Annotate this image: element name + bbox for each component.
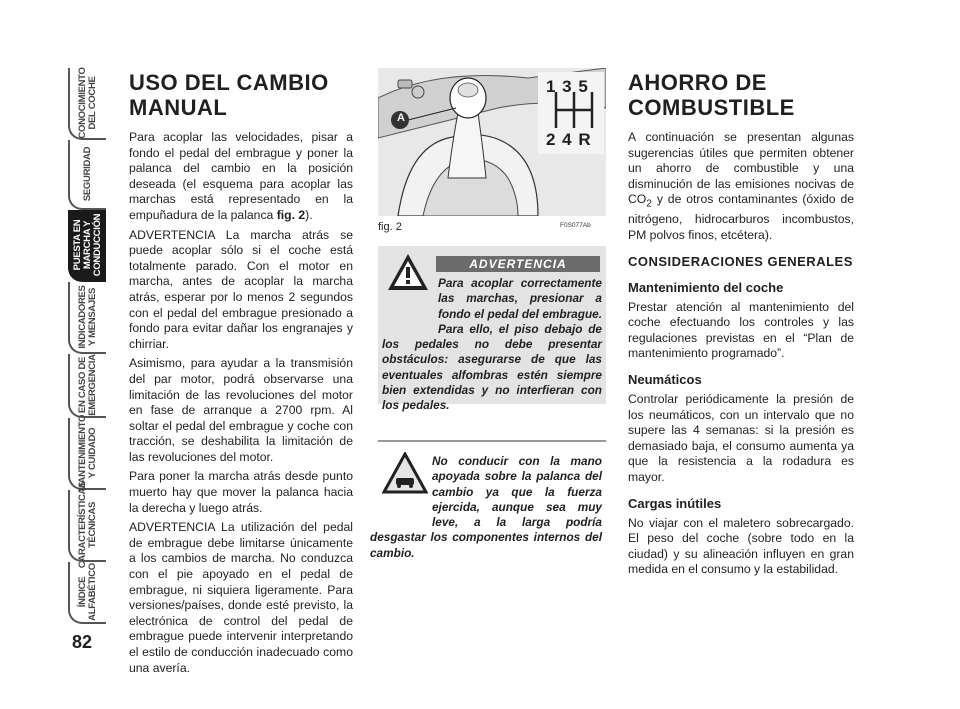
tab-mantenimiento-y-cuidado[interactable] — [68, 414, 106, 492]
section-title: USO DEL CAMBIO MANUAL — [129, 70, 329, 120]
tab-label: EN CASO DE EMERGENCIA — [77, 354, 98, 416]
gearshift-figure — [378, 68, 606, 216]
gear-pattern-bottom: 2 4 R — [546, 130, 592, 149]
figure-reference: fig. 2 — [276, 207, 306, 222]
paragraph: No viajar con el maletero sobrecargado. El peso del coche (sobre todo en la ciudad) y su alineación influyen en gran medida en el consumo y la estabilidad. — [628, 515, 854, 577]
tab-label: SEGURIDAD — [82, 146, 93, 202]
topic-heading: Neumáticos — [628, 371, 702, 387]
icon-spacer — [370, 454, 432, 516]
tab-caracteristicas-tecnicas[interactable] — [68, 481, 106, 569]
paragraph-text: y de otros contaminantes (óxido de nitrógeno, hidrocarburos incombustos, PM polvos finos, etcétera). — [628, 192, 854, 242]
topic-heading: Mantenimiento del coche — [628, 279, 784, 295]
paragraph-text: Para acoplar las velocidades, pisar a fondo el pedal del embrague y poner la palanca del cambio en la posición deseada (el esquema para acoplar las marchas está representado en la empuñadura de la palanca — [129, 130, 353, 222]
paragraph: ADVERTENCIA La utilización del pedal de embrague debe limitarse únicamente a los cambios de marcha. No conduzca con el pie apoyado en el pedal de embrague, ni siquiera ligeramente. Para versiones/países, donde esté previsto, la electrónica de control del pedal de embrague puede intervenir interpretando el estilo de conducción inadecuado como una avería. — [129, 520, 353, 675]
paragraph: Asimismo, para ayudar a la transmisión del par motor, podrá observarse una limitación de las revoluciones del motor en fase de arranque a 2700 rpm. Al soltar el pedal del embrague y coche con tracción, se deshabilita la limitación de las revoluciones del motor. — [129, 356, 353, 464]
tab-label: CARACTERÍSTICAS TÉCNICAS — [77, 481, 98, 569]
left-column — [129, 70, 353, 680]
chapter-sidebar — [68, 68, 106, 624]
tab-label: PUESTA EN MARCHA Y CONDUCCIÓN — [72, 213, 103, 277]
tab-indice-alfabetico[interactable] — [68, 562, 106, 624]
page-number: 82 — [72, 632, 93, 652]
paragraph-text: A continuación se presentan algunas sugerencias útiles que permiten obtener un ahorro de combustible y una disminución de las emisiones nocivas de CO — [628, 130, 854, 207]
environment-body — [370, 454, 602, 561]
subscript: 2 — [646, 198, 652, 210]
tab-en-caso-de-emergencia[interactable] — [68, 354, 106, 418]
warning-title: ADVERTENCIA — [436, 256, 600, 272]
icon-spacer — [382, 276, 438, 326]
tab-seguridad[interactable] — [68, 140, 106, 210]
environment-note — [370, 446, 606, 560]
divider — [378, 440, 606, 442]
paragraph — [628, 130, 854, 244]
tab-conocimiento-del-coche[interactable] — [68, 68, 106, 140]
tab-label: INDICADORES Y MENSAJES — [77, 285, 98, 349]
warning-box — [378, 246, 606, 413]
tab-puesta-en-marcha[interactable] — [68, 210, 106, 282]
environment-text: No conducir con la mano apoyada sobre la palanca del cambio ya que la fuerza ejercida, aunque sea muy leve, a la larga podría desgastar los componentes internos del cambio. — [370, 454, 602, 560]
gear-pattern-top: 1 3 5 — [546, 77, 589, 96]
warning-text: Para acoplar correctamente las marchas, presionar a fondo el pedal del embrague. Para ello, el piso debajo de los pedales no debe presentar obstáculos: asegurarse de que las eventuales alfombras estén siempre bien extendidas y no interfieran con los pedales. — [382, 276, 602, 413]
subsection-title: CONSIDERACIONES GENERALES — [628, 253, 853, 269]
paragraph: Prestar atención al mantenimiento del coche efectuando los controles y las regulaciones previstas en el “Plan de mantenimiento programado”. — [628, 299, 854, 361]
figure-caption: fig. 2 — [378, 221, 402, 233]
callout-marker: A — [397, 112, 405, 124]
paragraph-text: ). — [305, 207, 313, 222]
tab-label: MANTENIMIENTO Y CUIDADO — [77, 414, 98, 492]
paragraph: ADVERTENCIA La marcha atrás se puede acoplar sólo si el coche está totalmente parado. Con el motor en marcha, antes de acoplar la marcha atrás, esperar por lo menos 2 segundos con el pedal del embrague presionado a fondo para evitar dañar los engranajes y chirriar. — [129, 227, 353, 351]
paragraph — [129, 130, 353, 224]
paragraph: Para poner la marcha atrás desde punto muerto hay que mover la palanca hacia la derecha y luego atrás. — [129, 469, 353, 515]
topic-heading: Cargas inútiles — [628, 495, 722, 511]
tab-label: CONOCIMIENTO DEL COCHE — [77, 67, 98, 139]
warning-body — [382, 276, 602, 414]
right-column — [628, 70, 854, 582]
tab-label: ÍNDICE ALFABÉTICO — [77, 563, 98, 621]
figure-code: F0S077Ab — [560, 222, 591, 229]
tab-indicadores-y-mensajes[interactable] — [68, 282, 106, 354]
paragraph: Controlar periódicamente la presión de los neumáticos, con un intervalo que no supere las 4 semanas: si la presión es demasiado baja, el consumo aumenta ya que la resistencia a la rodadura es mayor. — [628, 391, 854, 484]
section-title: AHORRO DE COMBUSTIBLE — [628, 70, 795, 120]
